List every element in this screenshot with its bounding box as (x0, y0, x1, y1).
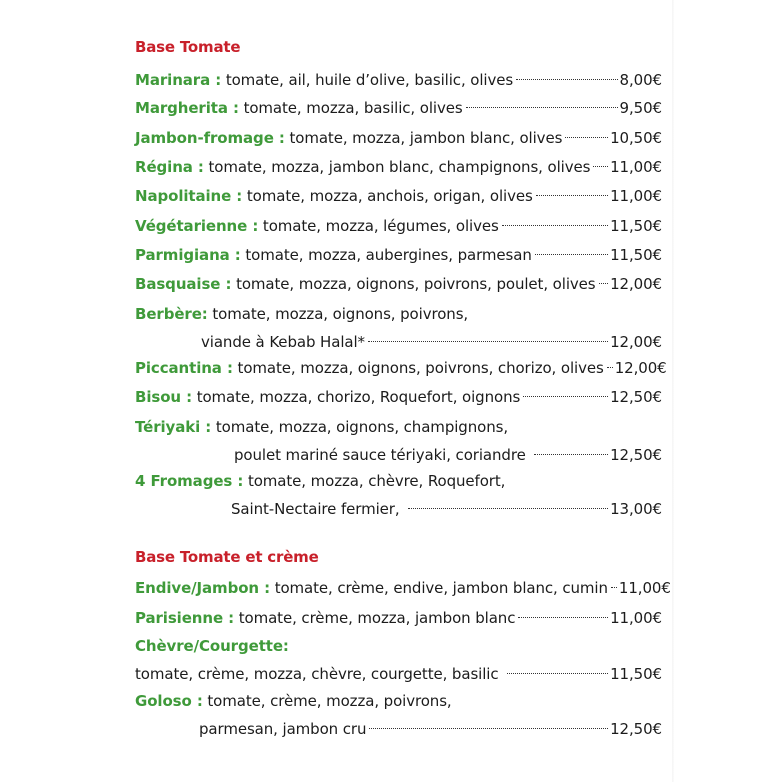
section-title: Base Tomate et crème (135, 548, 319, 566)
dot-leader (369, 728, 608, 729)
item-price: 12,50€ (610, 720, 662, 738)
menu-item (135, 632, 662, 688)
item-price: 10,50€ (610, 129, 662, 147)
dot-leader (466, 107, 618, 108)
item-name: Végétarienne : (135, 217, 259, 235)
item-price: 11,00€ (618, 579, 671, 597)
item-name: Jambon-fromage : (135, 129, 285, 147)
item-name: Bisou : (135, 388, 193, 406)
dot-leader (536, 195, 608, 196)
item-description: tomate, mozza, chèvre, Roquefort, (247, 472, 506, 490)
menu-item (135, 270, 662, 298)
item-name: Goloso : (135, 692, 203, 710)
dot-leader (507, 673, 609, 674)
item-description-continued: poulet mariné sauce tériyaki, coriandre (234, 446, 526, 464)
item-description: tomate, mozza, aubergines, parmesan (245, 246, 532, 264)
menu-item (135, 182, 662, 210)
item-description: tomate, crème, endive, jambon blanc, cumin (274, 579, 608, 597)
menu-item (135, 604, 662, 632)
item-description: tomate, mozza, oignons, poivrons, poulet, olives (236, 275, 596, 293)
dot-leader (534, 454, 608, 455)
dot-leader (408, 508, 609, 509)
dot-leader (593, 166, 608, 167)
item-price: 11,50€ (610, 246, 662, 264)
item-description: tomate, mozza, jambon blanc, champignons, olives (208, 158, 591, 176)
dot-leader (523, 396, 608, 397)
item-name: Basquaise : (135, 275, 232, 293)
item-name: Piccantina : (135, 359, 233, 377)
dot-leader (607, 367, 613, 368)
item-description: tomate, crème, mozza, poivrons, (207, 692, 452, 710)
dot-leader (502, 225, 608, 226)
item-price: 9,50€ (619, 99, 662, 117)
item-name: Régina : (135, 158, 204, 176)
item-description-continued: parmesan, jambon cru (199, 720, 367, 738)
item-name: Margherita : (135, 99, 239, 117)
menu-item (135, 241, 662, 269)
dot-leader (535, 254, 608, 255)
item-name: Tériyaki : (135, 418, 212, 436)
item-name: Parisienne : (135, 609, 235, 627)
item-description: tomate, mozza, oignons, champignons, (215, 418, 508, 436)
item-price: 12,00€ (614, 359, 667, 377)
item-price: 12,00€ (610, 333, 662, 351)
item-description: tomate, mozza, chorizo, Roquefort, oignons (196, 388, 521, 406)
item-description: tomate, mozza, basilic, olives (243, 99, 463, 117)
item-description: tomate, crème, mozza, jambon blanc (238, 609, 516, 627)
item-price: 12,00€ (610, 275, 662, 293)
item-description: tomate, mozza, anchois, origan, olives (246, 187, 533, 205)
item-price: 11,00€ (610, 187, 662, 205)
dot-leader (599, 283, 609, 284)
item-name: Berbère: (135, 305, 208, 323)
menu-item (135, 66, 662, 94)
dot-leader (368, 341, 608, 342)
item-price: 12,50€ (610, 388, 662, 406)
menu-item (135, 212, 662, 240)
dot-leader (516, 79, 617, 80)
section-title: Base Tomate (135, 38, 241, 56)
item-description: tomate, mozza, oignons, poivrons, chorizo, olives (237, 359, 604, 377)
menu-item (135, 687, 662, 743)
dot-leader (518, 617, 608, 618)
menu-item (135, 413, 662, 469)
menu-item (135, 383, 662, 411)
item-price: 11,50€ (610, 665, 662, 683)
item-description-continued: Saint-Nectaire fermier, (231, 500, 400, 518)
menu-item (135, 124, 662, 152)
menu-item (135, 467, 662, 523)
dot-leader (565, 137, 608, 138)
item-price: 12,50€ (610, 446, 662, 464)
item-name: Napolitaine : (135, 187, 243, 205)
item-description: tomate, mozza, oignons, poivrons, (212, 305, 469, 323)
item-name: Parmigiana : (135, 246, 241, 264)
item-name: 4 Fromages : (135, 472, 244, 490)
dot-leader (611, 587, 617, 588)
item-description: tomate, mozza, légumes, olives (262, 217, 499, 235)
item-price: 11,00€ (610, 609, 662, 627)
menu-item (135, 574, 671, 602)
item-description: tomate, ail, huile d’olive, basilic, olives (225, 71, 514, 89)
item-price: 11,00€ (610, 158, 662, 176)
item-description: tomate, mozza, jambon blanc, olives (289, 129, 563, 147)
item-description-continued: tomate, crème, mozza, chèvre, courgette, basilic (135, 665, 499, 683)
item-name: Endive/Jambon : (135, 579, 271, 597)
item-name: Marinara : (135, 71, 222, 89)
item-price: 8,00€ (619, 71, 662, 89)
item-description-continued: viande à Kebab Halal* (201, 333, 365, 351)
menu-item (135, 153, 662, 181)
menu-item (135, 300, 662, 356)
item-price: 13,00€ (610, 500, 662, 518)
menu-item (135, 354, 667, 382)
item-name: Chèvre/Courgette: (135, 637, 289, 655)
item-price: 11,50€ (610, 217, 662, 235)
menu-item (135, 94, 662, 122)
